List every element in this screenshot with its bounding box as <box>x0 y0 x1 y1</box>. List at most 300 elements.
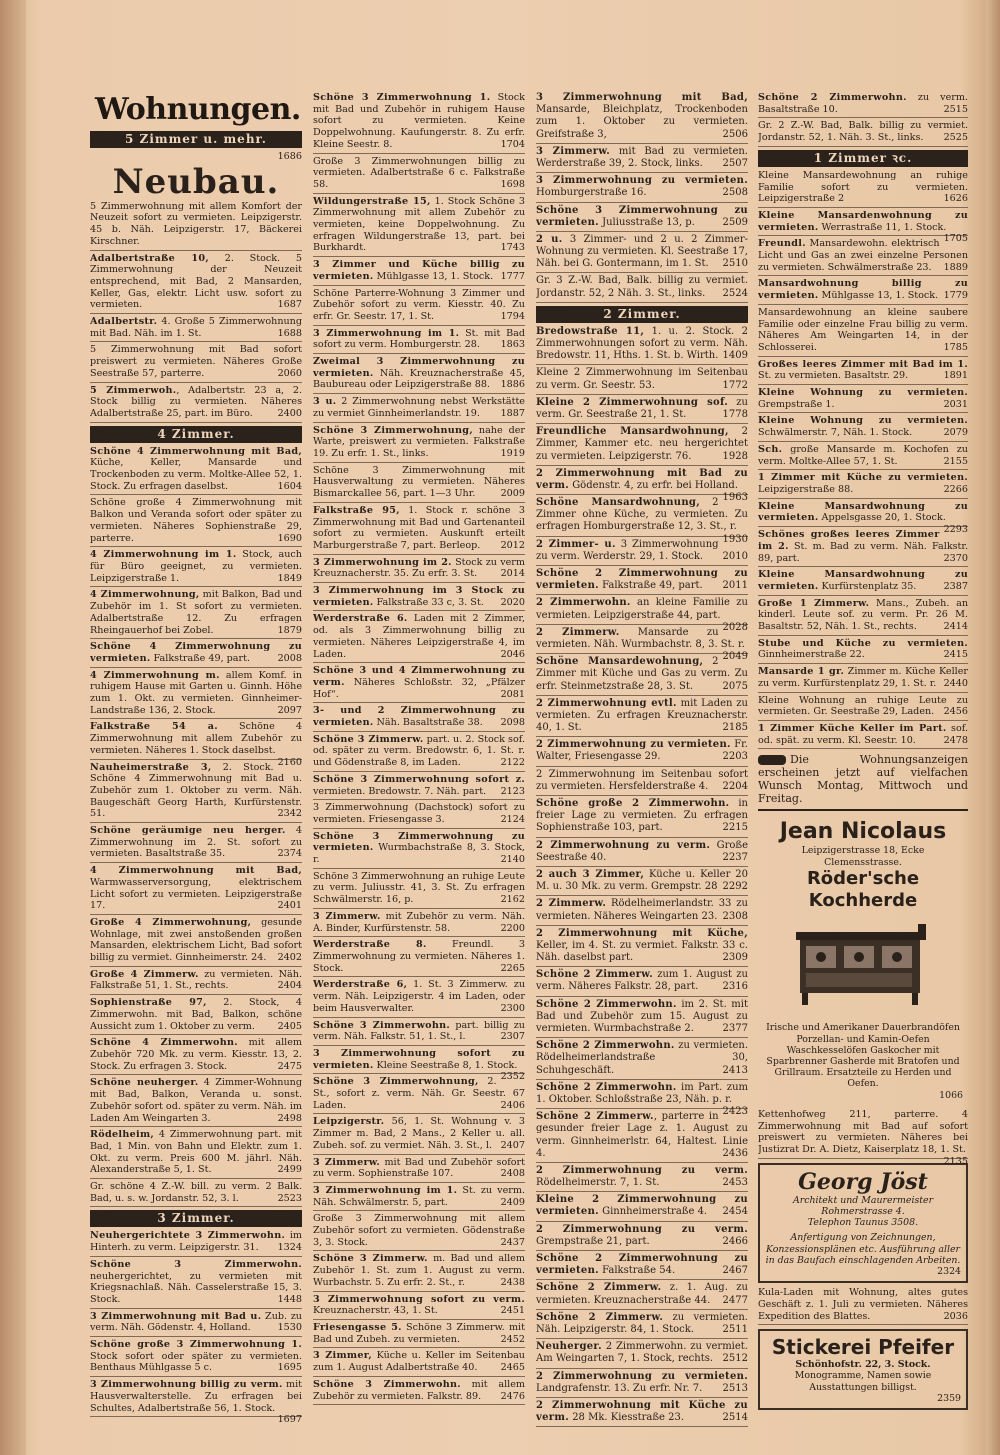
ad-number: 2046 <box>500 648 525 660</box>
ad-number: 2465 <box>500 1362 525 1374</box>
ad-number: 2309 <box>722 952 748 964</box>
classified-ad <box>536 326 748 366</box>
classified-ad <box>90 1339 302 1377</box>
ad-text: Schöne große 3 Zimmerwohnung 1. Stock sofort oder später zu vermieten. Benthaus Mühlgasse 5 c. <box>90 1339 302 1374</box>
classified-ad <box>313 939 525 977</box>
ad-number: 2009 <box>500 488 525 500</box>
ad-number: 2300 <box>500 1002 525 1014</box>
classified-ad <box>536 928 748 968</box>
classified-ad <box>313 1322 525 1348</box>
ad-text: 3 Zimmerwohnung zu vermieten. Homburgerstraße 16. <box>536 175 748 199</box>
column-3 <box>536 92 748 1432</box>
classified-ad <box>758 500 968 536</box>
ad-text: Schöne geräumige neu herger. 4 Zimmerwohnung im 2. St. sofort zu vermieten. Basaltstraße 35. <box>90 825 302 860</box>
ad-text: 3 Zimmerw. mit Bad zu vermieten. Werderstraße 39, 2. Stock, links. <box>536 145 748 169</box>
ad-text: Große 3 Zimmerwohnungen billig zu vermieten. Adalbertstraße 6 c. Falkstraße 58. <box>313 155 525 190</box>
ad-number: 2513 <box>722 1382 748 1394</box>
page-heading: Wohnungen. <box>95 92 301 127</box>
classified-ad <box>313 871 525 909</box>
ad-number: 2215 <box>722 822 748 834</box>
ad-text: Schöne Parterre-Wohnung 3 Zimmer und Zubehör sofort zu verm. Kiesstr. 40. Zu erfr. Gr. Seestr. 17, 1. St. <box>313 287 525 322</box>
ad-number: 1695 <box>277 1362 302 1374</box>
ad-text: Schöne 4 Zimmerwohnung mit Bad, Küche, Keller, Mansarde und Trockenboden zu verm. Moltke-Allee 52, 1. Stock. Zu erfragen daselbst. <box>90 445 302 492</box>
classified-ad <box>313 1185 525 1211</box>
ad-number: 2506 <box>722 128 748 140</box>
ad-kettenhofweg: Kettenhofweg 211, parterre. 4 Zimmerwohnung mit Bad auf sofort preiswert zu vermieten. Näheres bei Justizrat Dr. A. Dietz, Kaiserplatz 18, 1. St. 2135 <box>758 1108 968 1167</box>
ad-text: 3 Zimmerwohnung (Dachstock) sofort zu vermieten. Friesengasse 3. <box>313 802 525 825</box>
classified-ad <box>313 979 525 1017</box>
ad-number: 2031 <box>943 398 968 410</box>
classified-ad <box>90 1129 302 1179</box>
classified-ad <box>758 569 968 595</box>
ad-text: 3 Zimmerw. mit Bad und Zubehör sofort zu verm. Sophienstraße 107. <box>313 1156 525 1180</box>
ad-text: 2 u. 3 Zimmer- und 2 u. 2 Zimmer-Wohnung zu vermieten. Kl. Seestraße 17, Näh. bei G. Gontermann, im 1. St. <box>536 233 748 270</box>
classified-ad <box>313 1047 525 1083</box>
classified-ad <box>90 1379 302 1426</box>
pfeifer-text: Monogramme, Namen sowie Ausstattungen billigst. <box>794 1370 932 1393</box>
ads-4-zimmer <box>90 446 302 1208</box>
classified-ad <box>536 1371 748 1398</box>
ad-text: Schöne 2 Zimmerw. z. 1. Aug. zu vermieten. Kreuznacherstraße 44. <box>536 1282 748 1306</box>
column-1 <box>90 128 302 1428</box>
ad-number: 2377 <box>722 1023 748 1034</box>
ad-number: 2510 <box>722 258 748 270</box>
jean-text: Irische und Amerikaner Dauerbrandöfen Porzellan- und Kamin-Oefen Waschkesselöfen Gaskocher mit Sparbrenner Gasherde mit Bratofen und Grillraum. Ersatzteile zu Herden und Oefen. <box>766 1022 960 1090</box>
ad-text: 2 Zimmerwohnung mit Küche, Keller, im 4. St. zu vermiet. Falkstr. 33 c. Näh. daselbst part. <box>536 927 748 964</box>
ad-text: 3 Zimmerwohnung im 1. St. zu verm. Näh. Schwälmerstr. 5, part. <box>313 1184 525 1208</box>
classified-ad <box>313 465 525 503</box>
georg-text: Anfertigung von Zeichnungen, Konzessionsplänen etc. Ausführung aller in das Baufach einschlagenden Arbeiten. <box>765 1232 961 1266</box>
column-2 <box>313 92 525 1432</box>
classified-ad <box>90 917 302 967</box>
ad-number: 2204 <box>722 780 748 792</box>
ad-text: Leipzigerstr. 56, 1. St. Wohnung v. 3 Zimmer m. Bad, 2 Mans., 2 Keller u. all. Zubeh. sof. zu vermiet. Näh. 3. St., l. <box>313 1116 525 1151</box>
classified-ad <box>536 1111 748 1163</box>
ad-text: Werderstraße 6, 1. St. 3 Zimmerw. zu verm. Näh. Leipzigerstr. 4 im Laden, oder beim Hausverwalter. <box>313 979 525 1014</box>
ad-number: 2081 <box>500 688 525 700</box>
ad-text: Werderstraße 8. Freundl. 3 Zimmerwohnung zu vermieten. Näheres 1. Stock. <box>313 939 525 974</box>
ad-number: 2012 <box>500 539 525 551</box>
classified-ad <box>536 467 748 504</box>
classified-ad <box>536 769 748 796</box>
ad-text: 2 Zimmerwohnung im Seitenbau sofort zu vermieten. Hersfelderstraße 4. <box>536 768 748 792</box>
jean-product: Röder'sche Kochherde <box>806 867 920 911</box>
ad-text: Schöne große 2 Zimmerwohn. in freier Lage zu vermieten. Zu erfragen Sophienstraße 103, part. <box>536 798 748 834</box>
ad-text: Schöne 4 Zimmerwohnung zu vermieten. Falkstraße 49, part. <box>90 641 302 664</box>
ad-number: 1705 <box>943 233 968 245</box>
ad-text: 5 Zimmerwohnung mit Bad sofort preiswert zu vermieten. Näheres Große Seestraße 57, parterre. <box>90 344 302 379</box>
ad-text: Falkstraße 95, 1. Stock r. schöne 3 Zimmerwohnung mit Bad und Gartenanteil sofort zu vermieten. Auskunft erteilt Marburgerstraße 7, part. Berleop. <box>313 504 525 551</box>
ad-number: 2124 <box>500 813 525 825</box>
classified-ad <box>536 969 748 996</box>
classified-ad <box>90 549 302 587</box>
classified-ad <box>758 92 968 118</box>
classified-ad <box>758 723 968 749</box>
ad-number: 2162 <box>500 894 525 906</box>
classified-ad <box>536 1400 748 1427</box>
classified-ad <box>313 288 525 326</box>
ad-number: 2511 <box>722 1323 748 1335</box>
classified-ad <box>313 585 525 611</box>
ad-text: Schöne 3 Zimmerwohn. part. billig zu verm. Näh. Falkstr. 51, 1. St., l. <box>313 1019 525 1043</box>
ad-number: 1887 <box>500 407 525 419</box>
ad-text: 2 Zimmerwohnung zu verm. Große Seestraße 40. <box>536 839 748 863</box>
classified-ad <box>536 898 748 925</box>
ad-number: 2011 <box>722 580 748 592</box>
ad-text: Schöne 3 Zimmerwohn. neuhergerichtet, zu vermieten mit Kriegsnachlaß. Näh. Casselerstraße 15, 3. Stock. <box>90 1258 302 1305</box>
ad-number: 2414 <box>943 621 968 633</box>
ad-number: 2123 <box>500 785 525 797</box>
classified-ad <box>313 156 525 194</box>
ad-number: 2407 <box>500 1139 525 1151</box>
classified-ad <box>313 196 525 258</box>
ad-number: 2498 <box>277 1112 302 1124</box>
ad-number: 1698 <box>500 178 525 190</box>
classified-ad <box>90 344 302 382</box>
classified-ad <box>90 446 302 496</box>
jean-name: Jean Nicolaus <box>779 819 947 845</box>
ad-number: 2266 <box>943 483 968 495</box>
ad-text: Schöne 3 Zimmerw. part. u. 2. Stock sof. od. später zu verm. Bredowstr. 6, 1. St. r. und Gödenstraße 8, im Laden. <box>313 733 525 769</box>
classified-ad <box>758 120 968 146</box>
classified-ad <box>758 529 968 567</box>
ad-number: 2507 <box>722 157 748 169</box>
classified-ad <box>536 1194 748 1221</box>
classified-ad <box>313 734 525 772</box>
ad-number: 2404 <box>277 980 302 992</box>
classified-ad <box>90 670 302 720</box>
section-1-zimmer: 1 Zimmer ꝛc. <box>758 150 968 167</box>
classified-ad <box>536 397 748 424</box>
ad-text: Freundliche Mansardwohnung, 2 Zimmer, Kammer etc. neu hergerichtet zu vermieten. Leipzigerstr. 76. <box>536 426 748 462</box>
ad-number: 2436 <box>722 1147 748 1159</box>
classified-ad <box>313 613 525 663</box>
classified-ad <box>758 638 968 664</box>
classified-ad <box>536 626 748 663</box>
classified-ad <box>90 997 302 1035</box>
ad-number: 2405 <box>277 1020 302 1032</box>
ad-number: 2307 <box>500 1031 525 1043</box>
classified-ad <box>536 426 748 466</box>
ad-text: Kleine Mansardewohnung an ruhige Familie sofort zu vermieten. Leipzigerstraße 2 <box>758 169 968 205</box>
ad-text: Rödelheim, 4 Zimmerwohnung part. mit Bad, 1 Min. von Bahn und Elektr. zum 1. Okt. zu verm. Preis 600 M. jährl. Näh. Alexanderstraße 5, 1. St. <box>90 1129 302 1176</box>
ad-text: 3 Zimmerwohnung sofort zu verm. Kreuznacherstr. 43, 1. St. <box>313 1293 525 1317</box>
ad-number: 2387 <box>943 580 968 592</box>
ad-number: 2185 <box>722 722 748 734</box>
classified-ad <box>313 1116 525 1154</box>
ad-number: 2308 <box>722 910 748 922</box>
ad-number: 2352 <box>500 1071 525 1083</box>
ad-stickerei-pfeifer <box>758 1329 968 1410</box>
ad-number: 2014 <box>500 568 525 580</box>
ad-text: Schöne 3 Zimmerwohnung zu vermieten. Wurmbachstraße 8, 3. Stock, r. <box>313 830 525 866</box>
ad-text: Schöne 3 und 4 Zimmerwohnung zu verm. Näheres Schloßstr. 32, „Pfälzer Hof“. <box>313 665 525 700</box>
classified-ad <box>313 356 525 394</box>
ad-number: 2413 <box>722 1064 748 1076</box>
classified-ad <box>536 597 748 633</box>
neubau-title: Neubau. <box>112 161 280 202</box>
ad-number: 2467 <box>722 1265 748 1277</box>
ad-text: Schöne 2 Zimmerwohn. zu verm. Basaltstraße 10. <box>758 92 968 115</box>
classified-ad <box>313 425 525 463</box>
ad-text: Schöne 3 Zimmerwohnung 1. Stock mit Bad und Zubehör in ruhigem Hause sofort zu vermieten. Keine Doppelwohnung. Kaufungerstr. 8. Zu erfr. Kleine Seestr. 8. <box>313 92 525 150</box>
ad-number: 2478 <box>943 734 968 746</box>
classified-ad <box>758 598 968 636</box>
ad-text: 3 u. 2 Zimmerwohnung nebst Werkstätte zu vermiet Ginnheimerlandstr. 19. <box>313 396 525 419</box>
ad-number: 2525 <box>943 132 968 144</box>
ad-text: 3 Zimmerwohnung mit Bad u. Zub. zu verm. Näh. Gödenstr. 4, Holland. <box>90 1310 302 1334</box>
section-5-zimmer: 5 Zimmer u. mehr. <box>90 131 302 148</box>
classified-ad <box>90 1077 302 1127</box>
ads-3-zimmer-end <box>536 92 748 303</box>
ad-text: Schöne 2 Zimmerwohn. zu vermieten. Rödelheimerlandstraße 30, Schuhgeschäft. <box>536 1040 748 1076</box>
ad-number: 1697 <box>277 1414 302 1426</box>
ad-text: Kleine Mansardwohnung zu vermieten. Appelsgasse 20, 1. Stock. <box>758 500 968 524</box>
ad-text: Schöne 3 Zimmerw. m. Bad und allem Zubehör 1. St. zum 1. August zu verm. Wurbachstr. 5. Zu erfr. 2. St., r. <box>313 1253 525 1288</box>
ad-text: Schöne große 4 Zimmerwohnung mit Balkon und Veranda sofort oder später zu vermieten. Näheres Sophienstraße 29, parterre. <box>90 497 302 544</box>
classified-ad <box>90 589 302 639</box>
ad-text: Schöne 2 Zimmerwohn. im Part. zum 1. Oktober. Schloßstraße 23, Näh. p. r. <box>536 1081 748 1105</box>
ad-number: 1690 <box>277 532 302 544</box>
classified-ad <box>90 969 302 995</box>
ad-text: Kleine Wohnung zu vermieten. Schwälmerstr. 7, Näh. 1. Stock. <box>758 415 968 439</box>
ad-number: 2415 <box>943 649 968 661</box>
jean-address: Leipzigerstrasse 18, Ecke Clemensstrasse. <box>801 845 925 868</box>
ad-text: Kleine Mansardwohnung zu vermieten. Kurfürstenplatz 35. <box>758 569 968 592</box>
ad-number: 2028 <box>722 621 748 633</box>
ad-text: Schöne 2 Zimmerwohn. im 2. St. mit Bad und Zubehör zum 15. August zu vermieten. Wurmbachstraße 2. <box>536 998 748 1034</box>
ad-text: Schöne 3 Zimmerwohnung an ruhige Leute zu verm. Juliusstr. 41, 3. St. Zu erfragen Schwälmerstr. 16, p. <box>313 870 525 906</box>
classified-ad <box>313 1157 525 1183</box>
ad-number: 2423 <box>722 1106 748 1118</box>
ad-text: Nauheimerstraße 3, 2. Stock. Schöne 4 Zimmerwohnung mit Bad u. Zubehör zum 1. Oktober zu verm. Näh. Baugeschäft Georg Harth, Kurfürstenstr. 51. <box>90 761 302 820</box>
ad-number: 1889 <box>943 261 968 273</box>
ad-text: 2 Zimmerwohnung mit Bad zu verm. Gödenstr. 4, zu erfr. bei Holland. <box>536 467 748 491</box>
ad-text: Große 4 Zimmerwohnung, gesunde Wohnlage, mit zwei anstoßenden großen Mansarden, elektrischem Licht, Bad sofort billig zu vermiet. Ginnheimerstr. 24. <box>90 916 302 964</box>
classified-ad <box>313 557 525 583</box>
ad-text: 3 Zimmer, Küche u. Keller im Seitenbau zum 1. August Adalbertstraße 40. <box>313 1350 525 1374</box>
ad-text: Kleine Wohnung zu vermieten. Grempstraße 1. <box>758 387 968 410</box>
pfeifer-address: Schönhofstr. 22, 3. Stock. <box>795 1359 931 1371</box>
ad-number: 1704 <box>500 138 525 150</box>
classified-ad <box>90 385 302 423</box>
ad-text: Große 3 Zimmerwohnung mit allem Zubehör sofort zu vermieten. Gödenstraße 3, 3. Stock. <box>313 1213 525 1248</box>
ad-text: Schöne 3 Zimmerwohnung, nahe der Warte, preiswert zu vermieten. Falkstraße 19. Zu erfr. 1. St., links. <box>313 424 525 459</box>
classified-ad <box>90 641 302 667</box>
ad-number: 2499 <box>277 1164 302 1176</box>
classified-ad <box>313 911 525 937</box>
classified-ad <box>536 1165 748 1192</box>
book-spine <box>0 0 26 1455</box>
classified-ad <box>90 1311 302 1337</box>
ad-number: 1604 <box>277 480 302 492</box>
divider <box>758 809 968 811</box>
section-4-zimmer: 4 Zimmer. <box>90 426 302 443</box>
classified-ad <box>758 666 968 692</box>
ad-text: 3 Zimmerwohnung billig zu verm. mit Hausverwalterstelle. Zu erfragen bei Schultes, Adalbertstraße 56, 1. Stock. <box>90 1379 302 1414</box>
ad-number: 2265 <box>500 962 525 974</box>
ad-text: 5 Zimmerwohnung mit allem Komfort der Neuzeit sofort zu vermieten. Leipzigerstr. 45 b. Näh. Leipzigerstr. 17, Bäckerei Kirschner. <box>90 200 302 247</box>
classified-ad <box>313 802 525 828</box>
ad-number: 2203 <box>722 751 748 763</box>
pointing-hand-icon <box>758 755 786 765</box>
ad-number: 1409 <box>722 350 748 362</box>
ad-number: 1886 <box>500 379 525 391</box>
ad-number: 2075 <box>722 680 748 692</box>
ad-text: 2 Zimmerwohn. an kleine Familie zu vermieten. Leipzigerstraße 44, part. <box>536 597 748 621</box>
ad-number: 2453 <box>722 1177 748 1189</box>
georg-line1: Architekt und Maurermeister <box>792 1194 934 1206</box>
ad-number: 2079 <box>943 427 968 439</box>
ad-number: 2402 <box>277 952 302 964</box>
ad-text: Große 1 Zimmerw. Mans., Zubeh. an kinderl. Leute sof. zu verm. Pr. 26 M. Basaltstr. 52, Näh. 1. St., rechts. <box>758 597 968 633</box>
ad-number: 2293 <box>943 524 968 536</box>
ad-text: 4 Zimmerwohnung m. allem Komf. in ruhigem Hause mit Garten u. Ginnh. Höhe zum 1. Okt. zu vermieten. Ginnheimer-Landstraße 136, 2. Stock. <box>90 669 302 716</box>
ad-text: Mansardewohnung an kleine saubere Familie oder einzelne Frau billig zu verm. Näheres Am Weingarten 14, in der Schlosserei. <box>758 306 968 353</box>
ad-text: Schönes großes leeres Zimmer im 2. St. m. Bad zu verm. Näh. Falkstr. 89, part. <box>758 529 968 564</box>
classified-ad <box>313 1379 525 1405</box>
classified-ad <box>313 774 525 800</box>
ad-number: 1777 <box>500 270 525 282</box>
ad-text: 5 Zimmerwoh., Adalbertstr. 23 a, 2. Stock billig zu vermieten. Näheres Adalbertstraße 25, part. im Büro. <box>90 384 302 419</box>
ad-text: 2 Zimmerwohnung zu vermieten. Landgrafenstr. 13. Zu erfr. Nr. 7. <box>536 1370 748 1394</box>
classified-ad <box>536 1253 748 1280</box>
ad-text: Schöne 3 Zimmerwohnung sofort z. vermieten. Bredowstr. 7. Näh. part. <box>313 773 525 797</box>
ad-text: Kleine 2 Zimmerwohnung sof. zu verm. Gr. Seestraße 21, 1. St. <box>536 396 748 420</box>
ad-text: 2 Zimmerwohnung zu verm. Grempstraße 21, part. <box>536 1223 748 1247</box>
ad-number: 1863 <box>500 339 525 351</box>
classified-ad <box>758 444 968 470</box>
ads-5-zimmer <box>90 201 302 423</box>
ad-text: 3 Zimmerwohnung im 2. Stock zu verm Kreuznacherstr. 35. Zu erfr. 3. St. <box>313 556 525 580</box>
ad-text: Gr. schöne 4 Z.-W. bill. zu verm. 2 Balk. Bad, u. s. w. Jordanstr. 52, 3. l. <box>90 1181 302 1204</box>
ad-text: Schöne neuherger. 4 Zimmer-Wohnung mit Bad, Balkon, Veranda u. sonst. Zubehör sofort od. später zu verm. Näh. im Laden Am Weingarten 3. <box>90 1077 302 1124</box>
classified-ad <box>90 762 302 824</box>
classified-ad <box>536 656 748 696</box>
classified-ad <box>536 999 748 1039</box>
ad-number: 1891 <box>943 370 968 382</box>
ad-text: Wildungerstraße 15, 1. Stock Schöne 3 Zimmerwohnung mit allem Zubehör zu vermieten, keine Doppelwohnung. Zu erfragen Wildungerstraße 13, part. bei Burkhardt. <box>313 195 525 254</box>
ad-number: 2452 <box>500 1333 525 1345</box>
pfeifer-number: 2359 <box>937 1392 961 1404</box>
ad-number: 2010 <box>722 550 748 562</box>
classified-ad <box>758 209 968 245</box>
classified-ad <box>313 396 525 422</box>
ad-text: Kleine 2 Zimmerwohnung zu vermieten. Ginnheimerstraße 4. <box>536 1194 748 1218</box>
ad-text: Adalbertstraße 10, 2. Stock. 5 Zimmerwohnung der Neuzeit entsprechend, mit Bad, 2 Mansarden, Keller, Gas, elektr. Licht usw. sofort zu vermieten. <box>90 252 302 311</box>
ad-text: 2 Zimmerw. Mansarde zu vermieten. Näh. Wurmbachstr. 8, 3. St. r. <box>536 626 745 650</box>
ad-text: 3 Zimmerwohnung mit Bad, Mansarde, Bleichplatz, Trockenboden zum 1. Oktober zu vermieten. Greifstraße 3, <box>536 92 748 140</box>
ad-number: 2370 <box>943 552 968 564</box>
ad-text: Mansardwohnung billig zu vermieten. Mühlgasse 13, 1. Stock. <box>758 278 968 302</box>
ad-text: Schöne 3 Zimmerwohnung mit Hausverwaltung zu vermieten. Näheres Bismarckallee 56, part. 1—3 Uhr. <box>313 464 525 500</box>
classified-ad <box>536 92 748 144</box>
ad-text: 1 Zimmer mit Küche zu vermieten. Leipzigerstraße 88. <box>758 472 968 495</box>
classified-ad <box>536 1224 748 1251</box>
ads-3-zimmer-cont <box>313 92 525 1405</box>
ad-text: Mansarde 1 gr. Zimmer m. Küche Keller zu verm. Kurfürstenplatz 29, 1. St. r. <box>758 666 968 689</box>
classified-ad <box>313 1350 525 1376</box>
ad-number: 1928 <box>722 450 748 462</box>
classified-ad <box>758 278 968 304</box>
classified-ad <box>758 170 968 208</box>
ad-number: 2475 <box>277 1060 302 1072</box>
classified-ad <box>536 205 748 232</box>
ads-1-zimmer <box>758 170 968 750</box>
classified-ad <box>536 698 748 738</box>
ad-number: 2524 <box>722 287 748 299</box>
classified-ad <box>536 1040 748 1080</box>
ad-text: Schöne 2 Zimmerw., parterre in gesunder freier Lage z. 1. August zu verm. Ginnheimerlstr. 64, Haltest. Linie 4. <box>536 1111 748 1159</box>
ad-number: 2155 <box>943 455 968 467</box>
ad-text: Sophienstraße 97, 2. Stock, 4 Zimmerwohn. mit Bad, Balkon, schöne Aussicht zum 1. Oktober zu verm. <box>90 997 302 1032</box>
ad-number: 2008 <box>277 652 302 664</box>
ad-number: 2440 <box>943 677 968 689</box>
classified-ad <box>758 359 968 385</box>
ad-number: 2509 <box>722 216 748 228</box>
ad-number: 1743 <box>500 242 525 254</box>
classified-ad <box>90 1037 302 1075</box>
ad-text: Schöne Mansardwohnung, 2 Zimmer ohne Küche, zu vermieten. Zu erfragen Homburgerstraße 12, 3. St., r. <box>536 497 748 533</box>
ad-text: Schöne 3 Zimmerwohnung, 2. St., sofort z. verm. Näh. Gr. Seestr. 67 Laden. <box>313 1076 525 1111</box>
ad-text: Friesengasse 5. Schöne 3 Zimmerw. mit Bad und Zubeh. zu vermieten. <box>313 1321 525 1345</box>
ad-text: 3 Zimmerw. mit Zubehör zu verm. Näh. A. Binder, Kurfürstenstr. 58. <box>313 910 525 934</box>
column-4 <box>758 92 968 1432</box>
ad-number: 2437 <box>500 1236 525 1248</box>
classified-ad <box>536 1081 748 1118</box>
classified-ad <box>313 1253 525 1291</box>
ad-text: 3- und 2 Zimmerwohnung zu vermieten. Näh. Basaltstraße 38. <box>313 705 525 729</box>
classified-ad <box>313 1020 525 1046</box>
ad-text: 3 Zimmer und Küche billig zu vermieten. Mühlgasse 13, 1. Stock. <box>313 259 525 282</box>
ad-text: 4 Zimmerwohnung, mit Balkon, Bad und Zubehör im 1. St sofort zu vermieten. Adalbertstraße 12. Zu erfragen Rheingauerhof bei Zobel. <box>90 589 302 636</box>
classified-ad <box>90 201 302 251</box>
ad-jean-nicolaus <box>758 815 968 1105</box>
classified-ad <box>90 1230 302 1256</box>
classified-ad <box>313 92 525 154</box>
classified-ad <box>313 831 525 869</box>
ad-number: 2515 <box>943 103 968 115</box>
classified-ad <box>536 275 748 302</box>
classified-ad <box>536 1312 748 1339</box>
ad-number: 2160 <box>277 756 302 768</box>
classified-ad <box>758 695 968 721</box>
classified-ad <box>536 175 748 202</box>
ad-number: 2097 <box>277 704 302 716</box>
ad-text: 3 Zimmerwohnung sofort zu vermieten. Kleine Seestraße 8, 1. Stock. <box>313 1047 525 1071</box>
ad-text: 2 Zimmerwohnung zu verm. Rödelheimerstr. 7, 1. St. <box>536 1164 748 1189</box>
ad-number: 2477 <box>722 1294 748 1306</box>
ad-number: 2523 <box>277 1192 302 1204</box>
ads-2-zimmer-end <box>758 92 968 147</box>
ad-text: Schöne 2 Zimmerwohnung zu vermieten. Falkstraße 49, part. <box>536 568 748 592</box>
ad-number: 1930 <box>722 533 748 545</box>
georg-line3: Telephon Taunus 3508. <box>807 1217 919 1229</box>
ad-text: Kleine Mansardenwohnung zu vermieten. Werrastraße 11, 1. Stock. <box>758 209 968 233</box>
classified-ad <box>90 1181 302 1207</box>
classified-ad <box>90 825 302 863</box>
ad-number: 2400 <box>277 407 302 419</box>
ad-number: 1879 <box>277 624 302 636</box>
classified-ad <box>90 253 302 315</box>
section-2-zimmer: 2 Zimmer. <box>536 306 748 323</box>
classified-ad <box>536 869 748 896</box>
classified-ad <box>536 146 748 173</box>
ad-text: 2 Zimmerw. Rödelheimerlandstr. 33 zu vermieten. Näheres Weingarten 23. <box>536 898 748 922</box>
ad-text: 2 Zimmer- u. 3 Zimmerwohnung zu verm. Werderstr. 29, 1. Stock. <box>536 538 719 562</box>
georg-name: Georg Jöst <box>798 1168 928 1195</box>
ad-text: Schöne Mansardewohnung, 2 Zimmer mit Küche und Gas zu verm. Zu erfr. Steinmetzstraße 28, 3. St. <box>536 656 748 692</box>
